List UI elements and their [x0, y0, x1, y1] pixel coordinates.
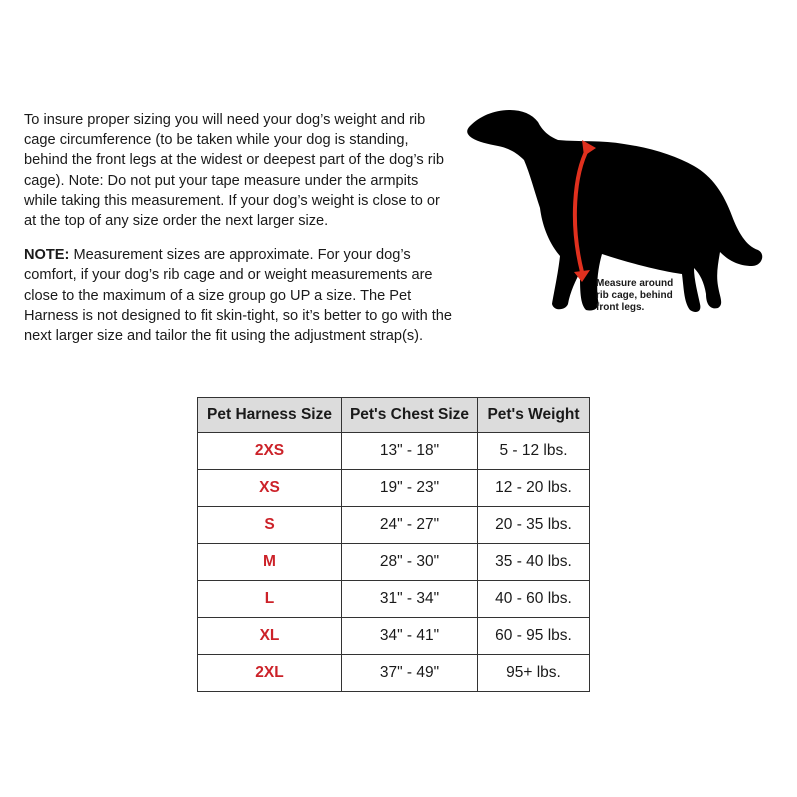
size-cell: XL — [198, 618, 342, 655]
size-cell: XS — [198, 470, 342, 507]
table-row — [198, 655, 590, 692]
weight-cell: 40 - 60 lbs. — [478, 581, 590, 618]
note-paragraph — [24, 245, 454, 346]
size-cell: M — [198, 544, 342, 581]
weight-cell: 12 - 20 lbs. — [478, 470, 590, 507]
weight-cell: 95+ lbs. — [478, 655, 590, 692]
table-row — [198, 581, 590, 618]
callout-line: Measure around — [596, 278, 674, 289]
size-cell: 2XL — [198, 655, 342, 692]
header-harness-size: Pet Harness Size — [198, 398, 342, 433]
size-cell: S — [198, 507, 342, 544]
table-header-row — [198, 398, 590, 433]
table-row — [198, 544, 590, 581]
size-cell: 2XS — [198, 433, 342, 470]
table-row — [198, 507, 590, 544]
weight-cell: 20 - 35 lbs. — [478, 507, 590, 544]
table-row — [198, 433, 590, 470]
chest-cell: 28" - 30" — [342, 544, 478, 581]
weight-cell: 5 - 12 lbs. — [478, 433, 590, 470]
instructions-paragraph: To insure proper sizing you will need your dog’s weight and rib cage circumference (to be taken while your dog is standing, behind the front legs at the widest or deepest part of the dog’s rib cage). Note: Do not put your tape measure under the armpits while taking this measurement. If your dog’s weight is close to or at the top of any size order the next larger size. — [24, 112, 444, 230]
size-cell: L — [198, 581, 342, 618]
callout-line: front legs. — [596, 302, 645, 313]
weight-cell: 35 - 40 lbs. — [478, 544, 590, 581]
header-weight: Pet's Weight — [478, 398, 590, 433]
table-row — [198, 470, 590, 507]
weight-cell: 60 - 95 lbs. — [478, 618, 590, 655]
chest-cell: 19" - 23" — [342, 470, 478, 507]
chest-cell: 34" - 41" — [342, 618, 478, 655]
sizing-instructions — [24, 110, 454, 346]
callout-line: rib cage, behind — [596, 290, 673, 301]
note-text: Measurement sizes are approximate. For your dog’s comfort, if your dog’s rib cage and or weight measurements are close to the maximum of a size group go UP a size. The Pet Harness is not designed to fit skin-tight, so it’s better to go with the next larger size and tailor the fit using the adjustment strap(s). — [24, 247, 453, 345]
measurement-callout — [596, 278, 706, 314]
chest-cell: 31" - 34" — [342, 581, 478, 618]
chest-cell: 24" - 27" — [342, 507, 478, 544]
header-chest-size: Pet's Chest Size — [342, 398, 478, 433]
note-label: NOTE: — [24, 247, 70, 264]
size-chart-table — [197, 397, 590, 692]
chest-cell: 37" - 49" — [342, 655, 478, 692]
chest-cell: 13" - 18" — [342, 433, 478, 470]
table-row — [198, 618, 590, 655]
